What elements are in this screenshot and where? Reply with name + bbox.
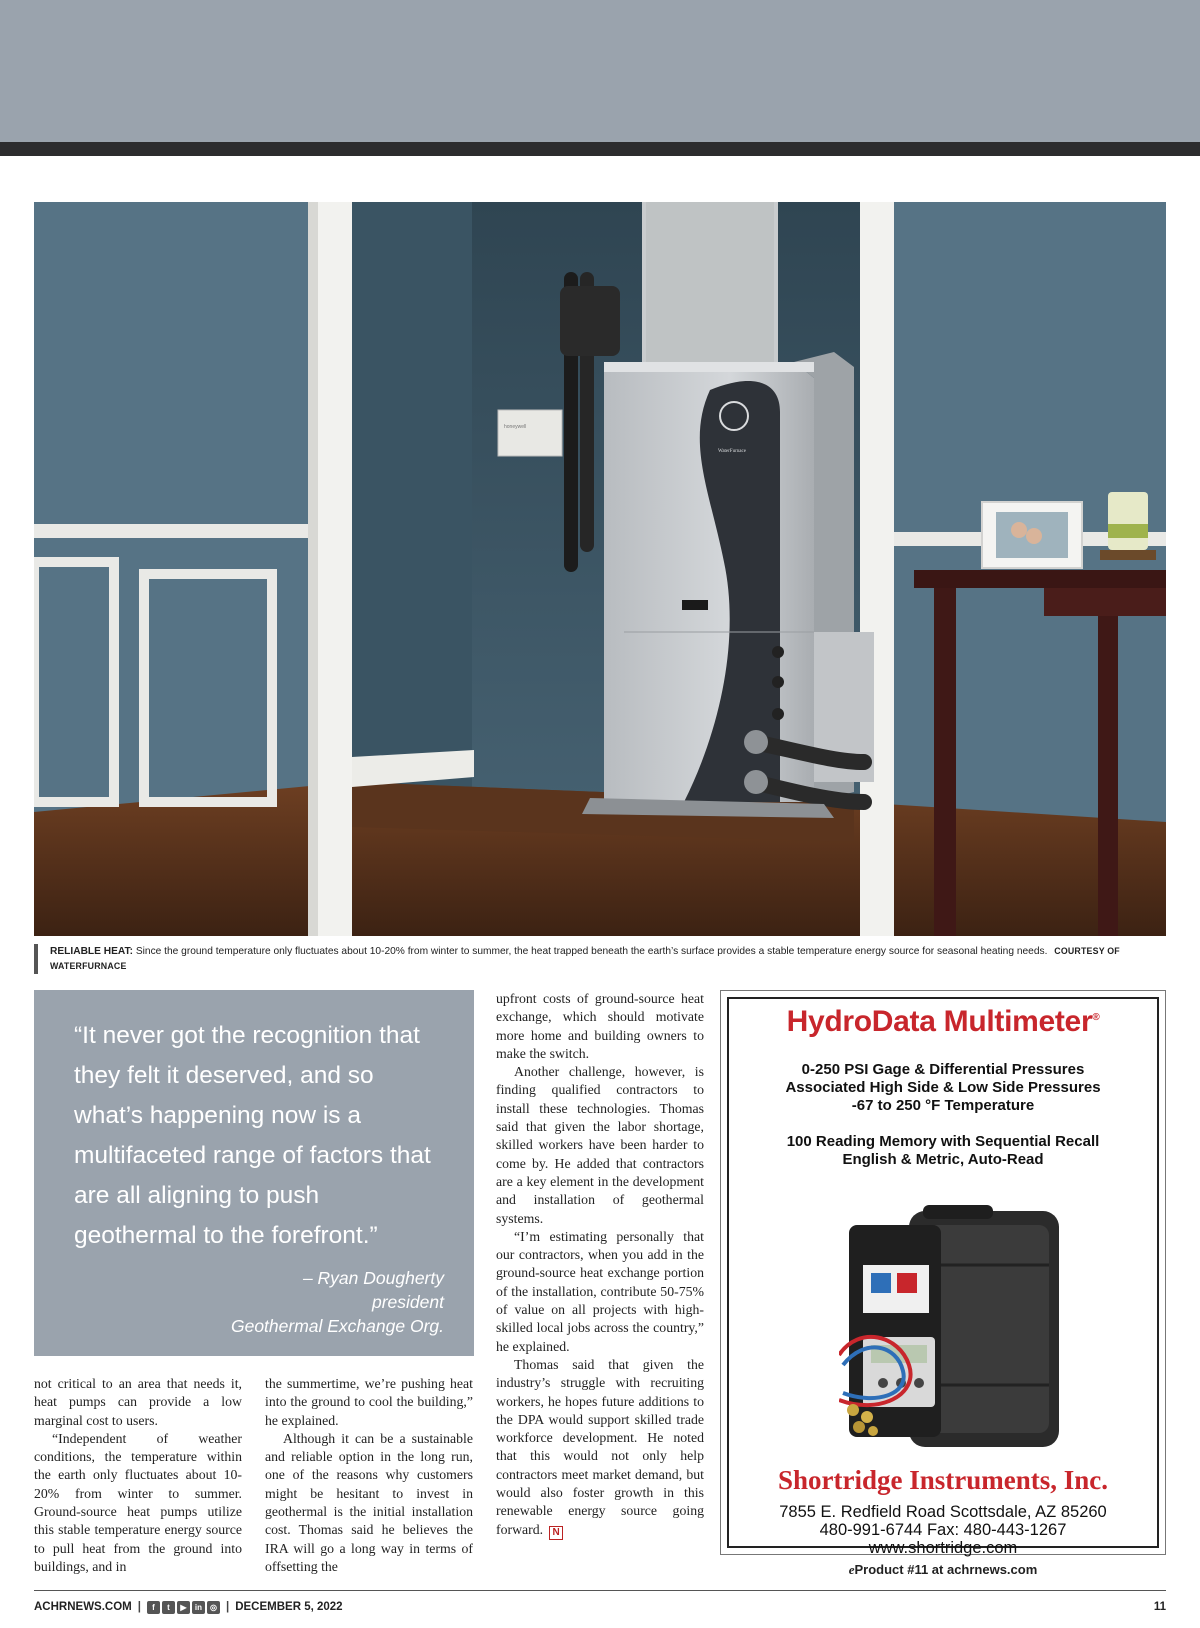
header-band bbox=[0, 0, 1200, 142]
footer-rule bbox=[34, 1590, 1166, 1591]
svg-text:honeywell: honeywell bbox=[504, 424, 527, 430]
ad-specs bbox=[729, 1061, 1157, 1169]
quote-author-org: Geothermal Exchange Org. bbox=[230, 1316, 444, 1336]
article-column-2 bbox=[265, 1375, 473, 1576]
twitter-icon[interactable]: t bbox=[162, 1601, 175, 1614]
article-column-3 bbox=[496, 990, 704, 1540]
page-number: 11 bbox=[1153, 1601, 1166, 1613]
ad-frame bbox=[727, 997, 1159, 1557]
paragraph-final bbox=[496, 1356, 704, 1540]
paragraph: “Independent of weather conditions, the temperature within the earth only fluctuates about 10-20% from winter to summer. Ground-source heat pumps utilize this stable temperature energy source to pull heat from the ground into buildings, and in bbox=[34, 1430, 242, 1574]
caption-label: RELIABLE HEAT: bbox=[50, 946, 134, 957]
registered-mark: ® bbox=[1092, 1012, 1100, 1023]
ad-address: 7855 E. Redfield Road Scottsdale, AZ 85260 bbox=[779, 1503, 1107, 1521]
ad-title-text: HydroData Multimeter bbox=[786, 1005, 1093, 1038]
ad-company-name: Shortridge Instruments, Inc. bbox=[777, 1465, 1108, 1495]
advertisement[interactable] bbox=[720, 990, 1166, 1555]
paragraph: upfront costs of ground-source heat exchange, which should motivate more home and building owners to make the switch. bbox=[496, 991, 704, 1061]
pull-quote bbox=[34, 990, 474, 1356]
ad-contact bbox=[729, 1503, 1157, 1557]
caption-text: Since the ground temperature only fluctuates about 10-20% from winter to summer, the heat trapped beneath the earth’s surface provides a stable temperature energy source for seasonal heating needs. bbox=[135, 946, 1048, 957]
ad-spec-line: English & Metric, Auto-Read bbox=[842, 1151, 1044, 1168]
footer-separator: | bbox=[225, 1601, 230, 1613]
header-rule bbox=[0, 142, 1200, 156]
footer-date: DECEMBER 5, 2022 bbox=[235, 1601, 343, 1613]
article-column-1 bbox=[34, 1375, 242, 1576]
paragraph: Another challenge, however, is finding qualified contractors to install these technologies. Thomas said that given the labor shortage, skilled workers have been harder to come by. He added that contractors are a key element in the development and installation of geothermal systems. bbox=[496, 1064, 704, 1226]
page-footer bbox=[34, 1598, 1166, 1616]
eproduct-text: Product #11 at achrnews.com bbox=[854, 1562, 1038, 1577]
footer-separator: | bbox=[137, 1601, 141, 1613]
instagram-icon[interactable]: ◎ bbox=[207, 1601, 220, 1614]
paragraph: Although it can be a sustainable and reliable option in the long run, one of the reasons why customers might be hesitant to invest in geothermal is the initial installation cost. Thomas said he believes the IRA will go a long way in terms of offsetting the bbox=[265, 1430, 473, 1574]
quote-author-title: president bbox=[372, 1292, 444, 1312]
quote-author-name: – Ryan Dougherty bbox=[302, 1268, 444, 1288]
paragraph-final-text: Thomas said that given the industry’s struggle with recruiting workers, he hopes future additions to the DPA would support skilled trade workforce development. He noted that this would not only help contractors meet market demand, but would also foster growth in this renewable energy source going forward. bbox=[496, 1356, 704, 1537]
ad-website[interactable]: www.shortridge.com bbox=[868, 1539, 1018, 1557]
facebook-icon[interactable]: f bbox=[147, 1601, 160, 1614]
eproduct-link[interactable] bbox=[720, 1562, 1166, 1578]
ad-spec-line: 0-250 PSI Gage & Differential Pressures bbox=[801, 1061, 1085, 1078]
photo-caption bbox=[34, 944, 1166, 974]
svg-text:WaterFurnace: WaterFurnace bbox=[718, 449, 746, 454]
social-icons bbox=[147, 1601, 220, 1614]
ad-phones: 480-991-6744 Fax: 480-443-1267 bbox=[819, 1521, 1067, 1539]
ad-spec-line: Associated High Side & Low Side Pressures bbox=[785, 1079, 1101, 1096]
ad-spec-line: -67 to 250 °F Temperature bbox=[851, 1097, 1035, 1114]
multimeter-product-image bbox=[839, 1205, 1069, 1455]
geothermal-unit-photo bbox=[34, 202, 1166, 936]
paragraph: the summertime, we’re pushing heat into the ground to cool the building,” he explained. bbox=[265, 1376, 473, 1428]
end-mark-icon: N bbox=[549, 1526, 563, 1540]
pull-quote-attribution bbox=[74, 1266, 444, 1338]
linkedin-icon[interactable]: in bbox=[192, 1601, 205, 1614]
paragraph: not critical to an area that needs it, heat pumps can provide a low marginal cost to users. bbox=[34, 1376, 242, 1428]
footer-site[interactable]: ACHRNEWS.COM bbox=[34, 1601, 132, 1613]
youtube-icon[interactable]: ▶ bbox=[177, 1601, 190, 1614]
pull-quote-text: “It never got the recognition that they felt it deserved, and so what’s happening now is a multifaceted range of factors that are all aligning to push geothermal to the forefront.” bbox=[74, 1022, 431, 1249]
caption-credit: COURTESY OF WATERFURNACE bbox=[50, 946, 1120, 971]
ad-title bbox=[729, 1005, 1157, 1039]
eproduct-prefix: e bbox=[848, 1562, 855, 1577]
ad-spec-line: 100 Reading Memory with Sequential Recall bbox=[786, 1133, 1100, 1150]
paragraph: “I’m estimating personally that our contractors, when you add in the ground-source heat exchange portion of the installation, contribute 50-75% of value on all projects with high-skilled local jobs across the country,” he explained. bbox=[496, 1228, 704, 1354]
